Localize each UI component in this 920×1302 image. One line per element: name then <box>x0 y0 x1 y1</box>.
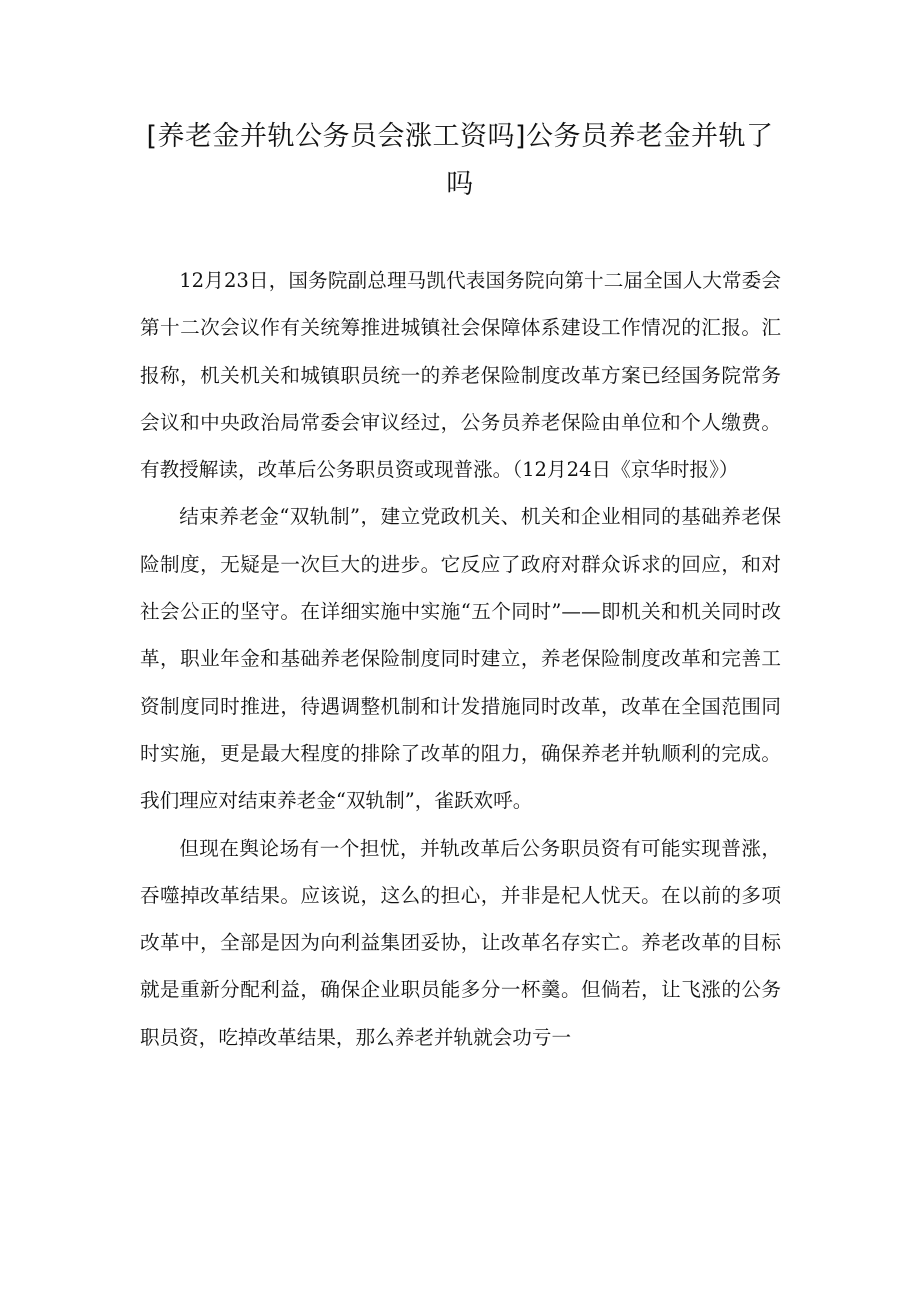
paragraph-3: 但现在舆论场有一个担忧，并轨改革后公务职员资有可能实现普涨，吞噬掉改革结果。应该说，这么的担心，并非是杞人忧天。在以前的多项改革中，全部是因为向利益集团妥协，让改革名存实亡。养老改革的目标就是重新分配利益，确保企业职员能多分一杯羹。但倘若，让飞涨的公务职员资，吃掉改革结果，那么养老并轨就会功亏一 <box>140 836 781 1049</box>
document-title: [养老金并轨公务员会涨工资吗]公务员养老金并轨了吗 <box>146 121 774 200</box>
paragraph-2: 结束养老金“双轨制”，建立党政机关、机关和企业相同的基础养老保险制度，无疑是一次巨大的进步。它反应了政府对群众诉求的回应，和对社会公正的坚守。在详细实施中实施“五个同时”——即机关和机关同时改革，职业年金和基础养老保险制度同时建立，养老保险制度改革和完善工资制度同时推进，待遇调整机制和计发措施同时改革，改革在全国范围同时实施，更是最大程度的排除了改革的阻力，确保养老并轨顺利的完成。我们理应对结束养老金“双轨制”，雀跃欢呼。 <box>140 505 781 813</box>
paragraph-1: 12月23日，国务院副总理马凯代表国务院向第十二届全国人大常委会第十二次会议作有关统筹推进城镇社会保障体系建设工作情况的汇报。汇报称，机关机关和城镇职员统一的养老保险制度改革方案已经国务院常务会议和中央政治局常委会审议经过，公务员养老保险由单位和个人缴费。有教授解读，改革后公务职员资或现普涨。（12月24日《京华时报》） <box>140 269 781 482</box>
document-body <box>140 257 781 1061</box>
